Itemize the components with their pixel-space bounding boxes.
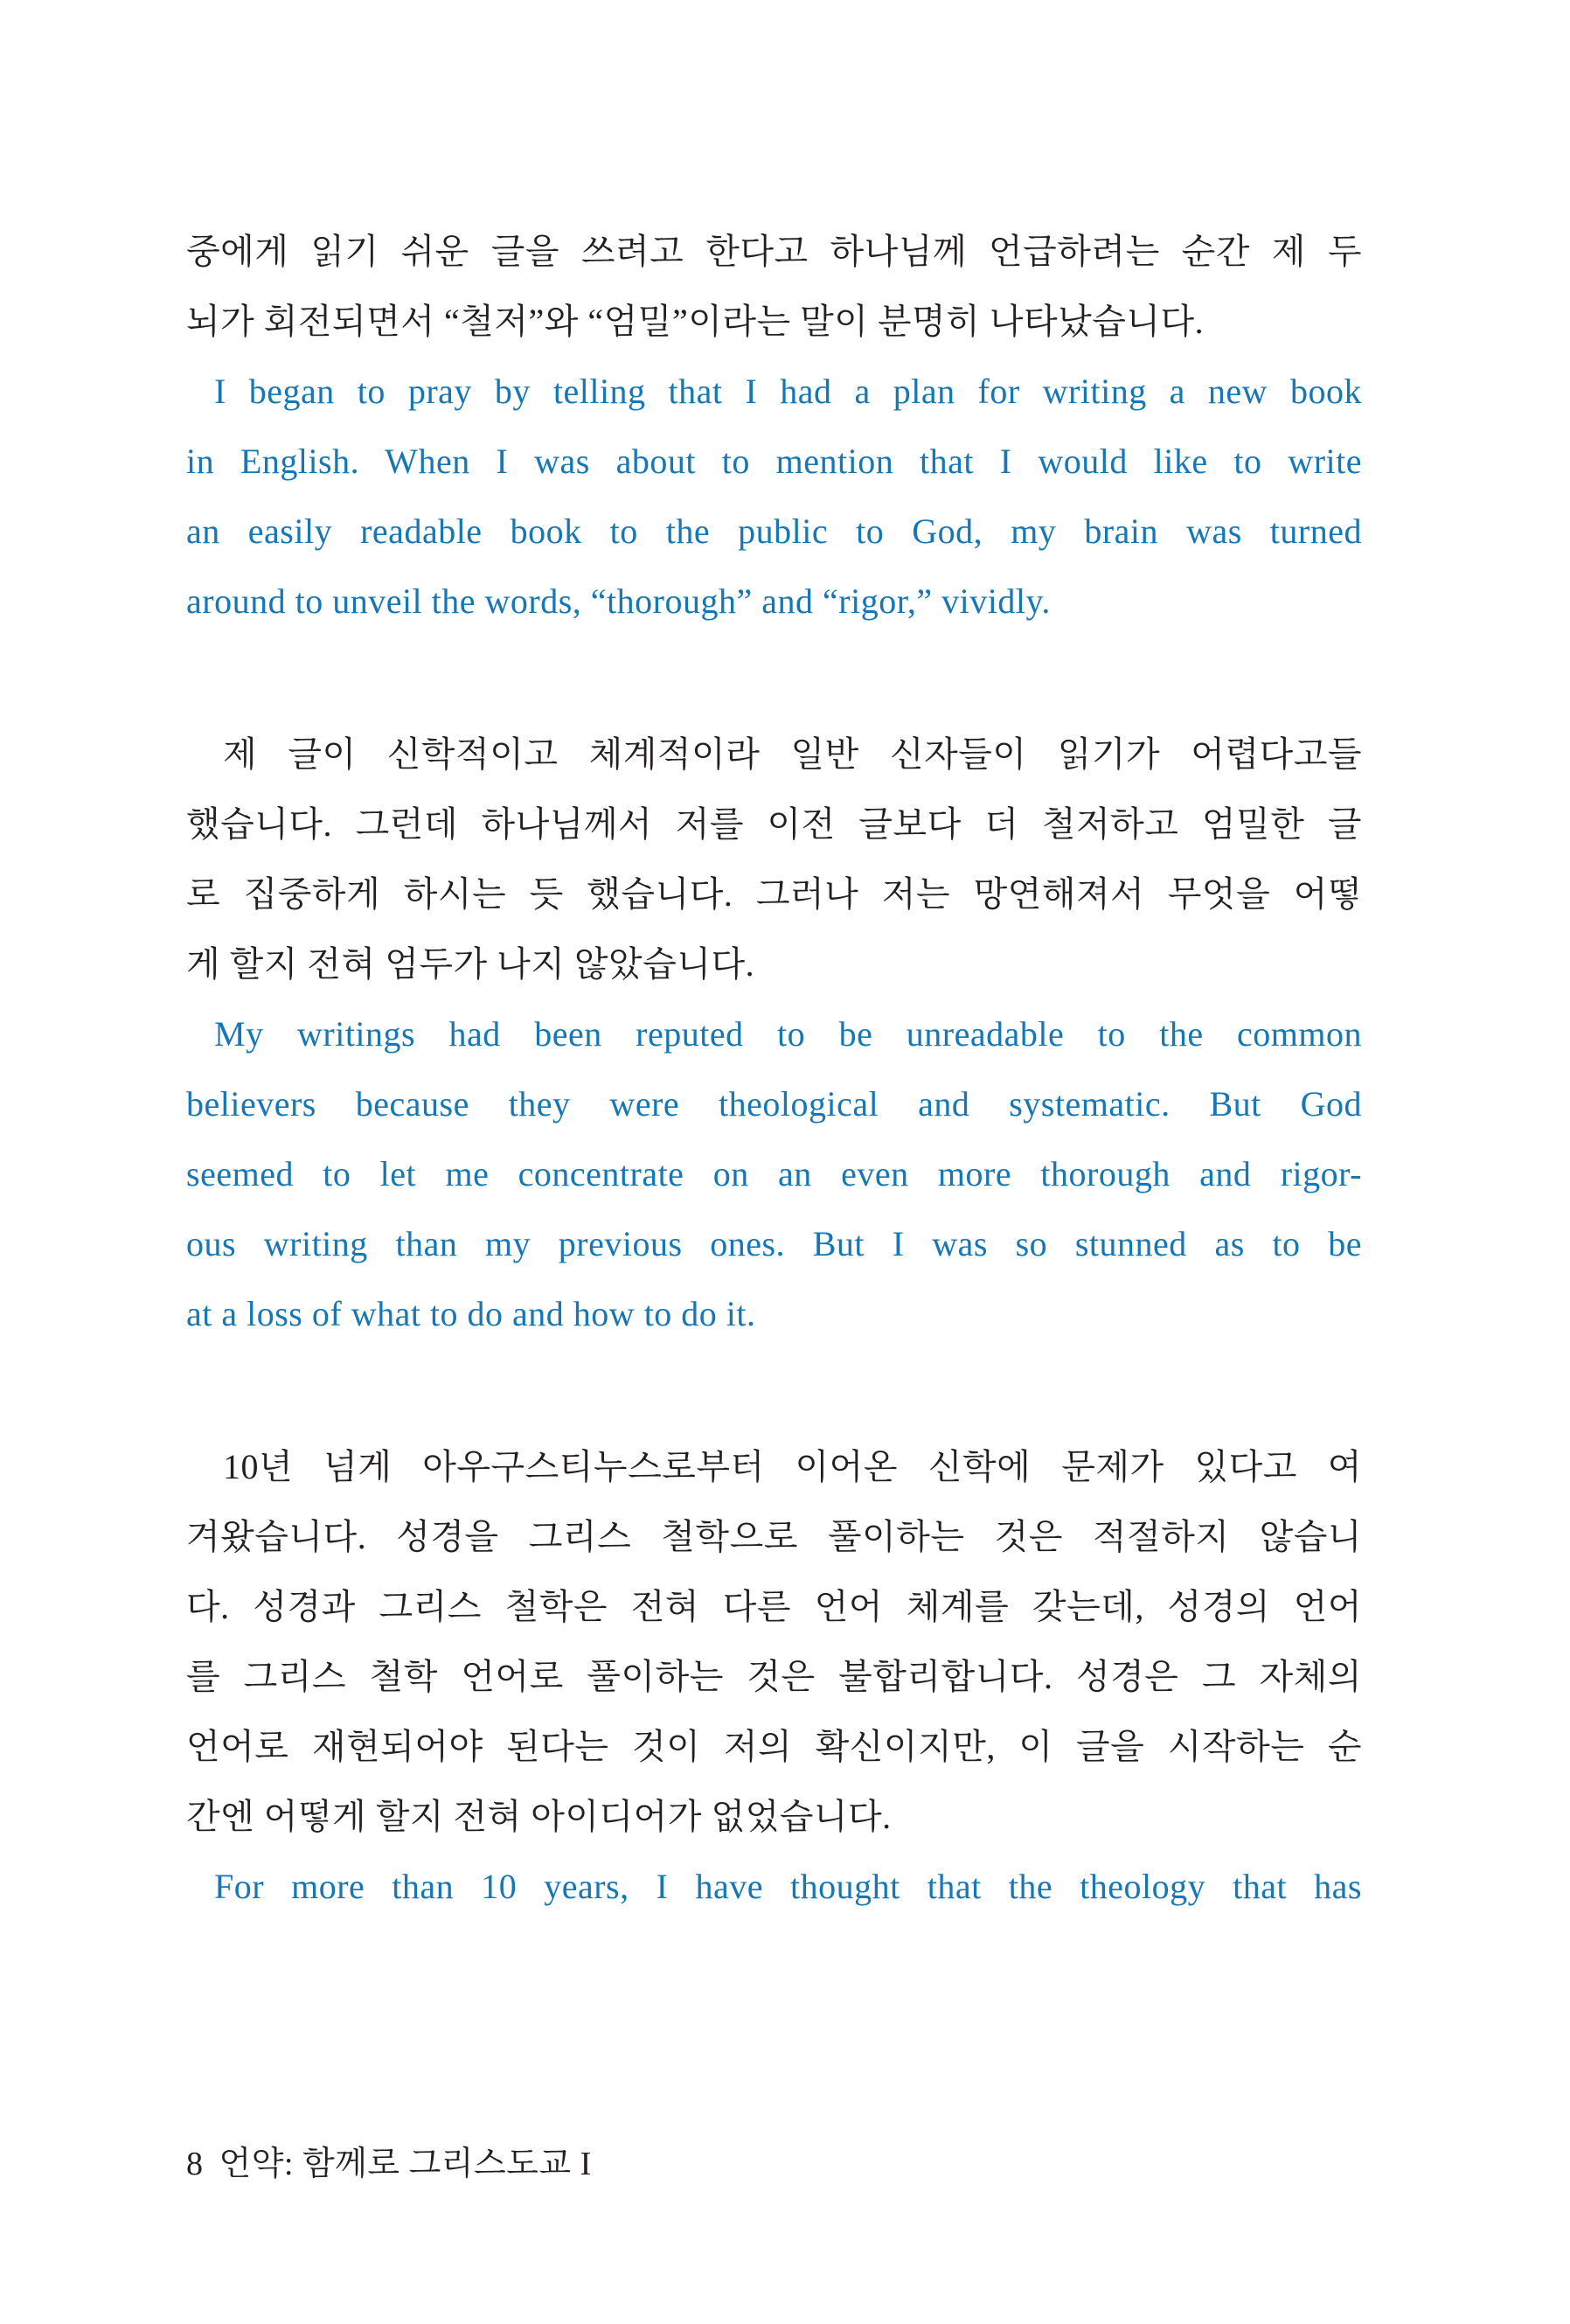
text-line: believers because they were theological and systematic. But God [186, 1084, 1362, 1124]
text-line: in English. When I was about to mention that I would like to write [186, 442, 1362, 481]
text-line: I began to pray by telling that I had a plan for writing a new book [214, 372, 1362, 411]
text-line: 중에게 읽기 쉬운 글을 쓰려고 한다고 하나님께 언급하려는 순간 제 두 [186, 232, 1362, 271]
text-block [186, 217, 1362, 1922]
text-line: 간엔 어떻게 할지 전혀 아이디어가 없었습니다. [186, 1797, 892, 1836]
text-line: seemed to let me concentrate on an even more thorough and rigor- [186, 1154, 1362, 1193]
text-line: around to unveil the words, “thorough” and “rigor,” vividly. [186, 581, 1051, 621]
paragraph-english-2 [186, 999, 1362, 1349]
paragraph-korean-1 [186, 217, 1362, 357]
paragraph-korean-2 [186, 720, 1362, 999]
text-line: 제 글이 신학적이고 체계적이라 일반 신자들이 읽기가 어렵다고들 [223, 734, 1362, 774]
text-line: ous writing than my previous ones. But I was so stunned as to be [186, 1224, 1362, 1263]
paragraph-korean-3 [186, 1432, 1362, 1852]
text-line: For more than 10 years, I have thought that the theology that has [214, 1867, 1362, 1906]
text-line: 로 집중하게 하시는 듯 했습니다. 그러나 저는 망연해져서 무엇을 어떻 [186, 874, 1362, 914]
text-line: an easily readable book to the public to God, my brain was turned [186, 511, 1362, 551]
text-line: 를 그리스 철학 언어로 풀이하는 것은 불합리합니다. 성경은 그 자체의 [186, 1657, 1362, 1696]
text-line: 언어로 재현되어야 된다는 것이 저의 확신이지만, 이 글을 시작하는 순 [186, 1727, 1362, 1766]
text-line: 뇌가 회전되면서 “철저”와 “엄밀”이라는 말이 분명히 나타났습니다. [186, 302, 1205, 341]
text-line: 했습니다. 그런데 하나님께서 저를 이전 글보다 더 철저하고 엄밀한 글 [186, 804, 1362, 844]
text-line: at a loss of what to do and how to do it. [186, 1294, 756, 1333]
paragraph-english-3 [186, 1852, 1362, 1922]
text-line: 10년 넘게 아우구스티누스로부터 이어온 신학에 문제가 있다고 여 [223, 1447, 1362, 1486]
text-line: My writings had been reputed to be unreadable to the common [214, 1014, 1362, 1054]
text-line: 게 할지 전혀 엄두가 나지 않았습니다. [186, 944, 755, 984]
text-line: 겨왔습니다. 성경을 그리스 철학으로 풀이하는 것은 적절하지 않습니 [186, 1517, 1362, 1556]
paragraph-english-1 [186, 357, 1362, 637]
page-number: 8 [186, 2146, 204, 2182]
page-footer [186, 2142, 592, 2186]
text-line: 다. 성경과 그리스 철학은 전혀 다른 언어 체계를 갖는데, 성경의 언어 [186, 1587, 1362, 1626]
book-title: 언약: 함께로 그리스도교 I [219, 2146, 592, 2182]
